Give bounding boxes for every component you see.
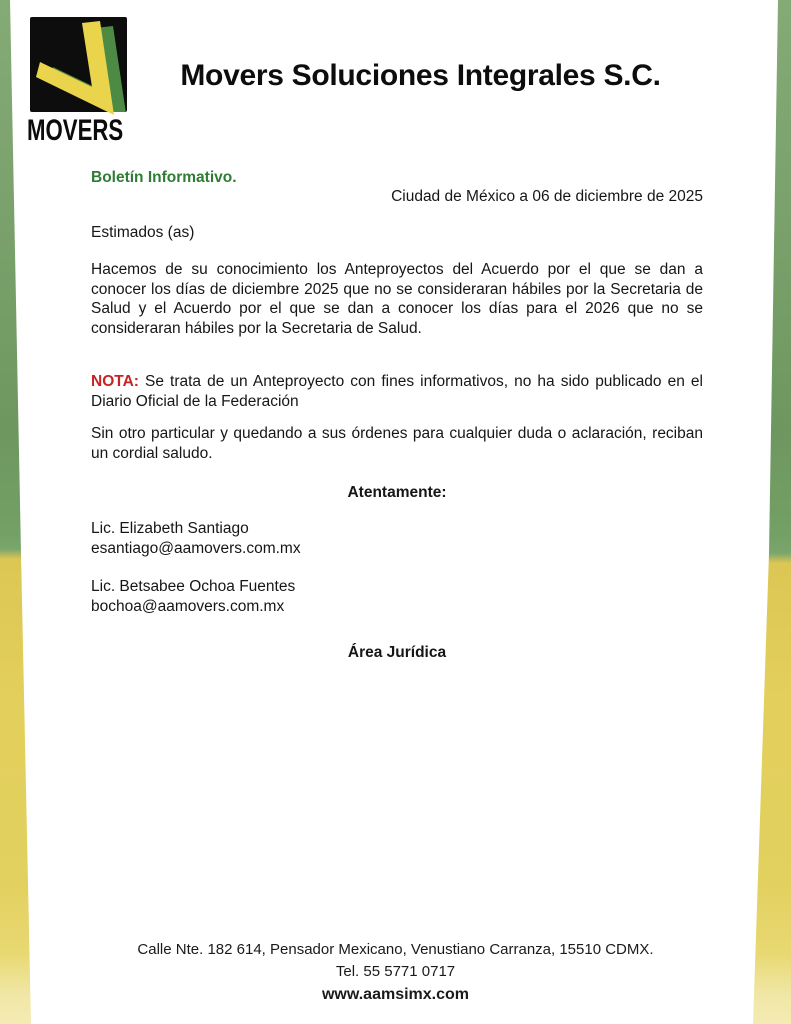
dateline: Ciudad de México a 06 de diciembre de 2025 [391, 188, 703, 205]
closing-paragraph: Sin otro particular y quedando a sus órdenes para cualquier duda o aclaración, reciban un cordial saludo. [91, 425, 703, 462]
footer-address: Calle Nte. 182 614, Pensador Mexicano, Venustiano Carranza, 15510 CDMX. [137, 941, 654, 958]
contact-block [91, 577, 295, 616]
nota-label: NOTA: [91, 373, 139, 390]
bulletin-heading: Boletín Informativo. [91, 169, 237, 186]
department-name: Área Jurídica [347, 644, 447, 661]
announcement-paragraph: Hacemos de su conocimiento los Anteproyectos del Acuerdo por el que se dan a conocer los días de diciembre 2025 que no se consideraran hábiles por la Secretaria de Salud y el Acuerdo por el que se dan a conocer los días para el 2026 que no se consideraran hábiles por la Secretaria de Salud. [91, 261, 703, 337]
logo-wordmark: MOVERS [27, 114, 124, 147]
footer-phone: Tel. 55 5771 0717 [335, 963, 456, 980]
salutation: Estimados (as) [91, 224, 195, 241]
left-ribbon-decoration [0, 0, 34, 1024]
contact-name: Lic. Elizabeth Santiago [91, 520, 249, 537]
nota-text: Se trata de un Anteproyecto con fines informativos, no ha sido publicado en el Diario Oficial de la Federación [91, 373, 703, 410]
right-ribbon-decoration [749, 0, 791, 1024]
nota-paragraph [91, 372, 703, 411]
contact-email: bochoa@aamovers.com.mx [91, 597, 285, 615]
footer-website: www.aamsimx.com [321, 986, 470, 1003]
page-title: Movers Soluciones Integrales S.C. [180, 59, 661, 92]
contact-name: Lic. Betsabee Ochoa Fuentes [91, 578, 296, 595]
signoff: Atentamente: [347, 484, 447, 501]
contact-email: esantiago@aamovers.com.mx [91, 539, 301, 557]
contact-block [91, 519, 301, 558]
